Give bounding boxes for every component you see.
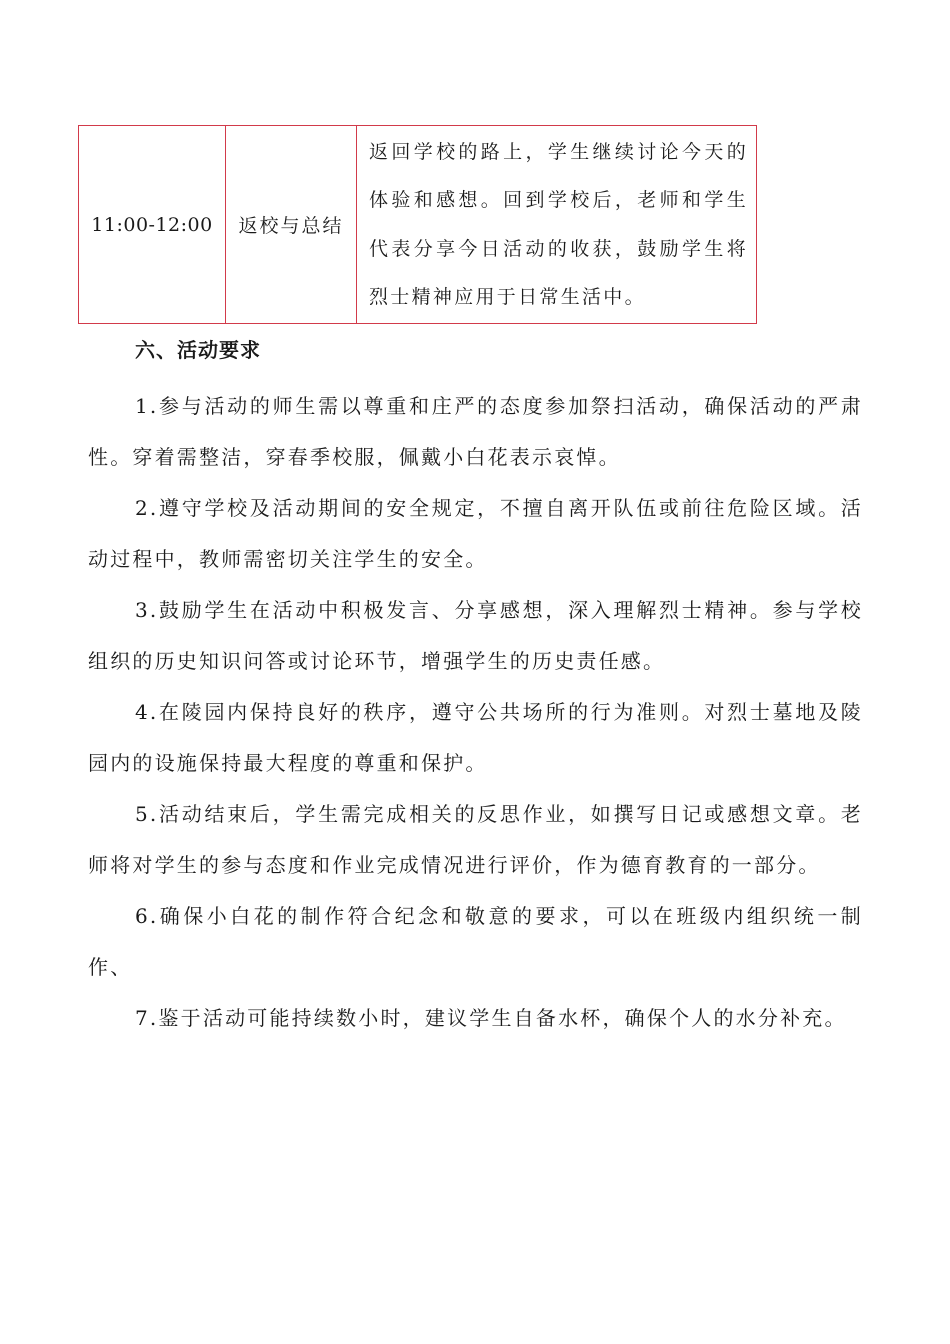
description-cell: 返回学校的路上，学生继续讨论今天的体验和感想。回到学校后，老师和学生代表分享今日活动的收获，鼓励学生将烈士精神应用于日常生活中。 — [357, 126, 757, 324]
requirement-item-5: 5.活动结束后，学生需完成相关的反思作业，如撰写日记或感想文章。老师将对学生的参与态度和作业完成情况进行评价，作为德育教育的一部分。 — [88, 802, 863, 877]
requirement-item-3: 3.鼓励学生在活动中积极发言、分享感想，深入理解烈士精神。参与学校组织的历史知识问答或讨论环节，增强学生的历史责任感。 — [88, 598, 863, 673]
requirement-item-4: 4.在陵园内保持良好的秩序，遵守公共场所的行为准则。对烈士墓地及陵园内的设施保持最大程度的尊重和保护。 — [88, 700, 863, 775]
requirement-item-1: 1.参与活动的师生需以尊重和庄严的态度参加祭扫活动，确保活动的严肃性。穿着需整洁，穿春季校服，佩戴小白花表示哀悼。 — [88, 394, 863, 469]
requirement-item-2: 2.遵守学校及活动期间的安全规定，不擅自离开队伍或前往危险区域。活动过程中，教师需密切关注学生的安全。 — [88, 496, 863, 571]
schedule-table — [78, 125, 757, 324]
activity-cell: 返校与总结 — [226, 126, 357, 324]
requirement-item-7: 7.鉴于活动可能持续数小时，建议学生自备水杯，确保个人的水分补充。 — [135, 1006, 847, 1030]
time-cell: 11:00-12:00 — [79, 126, 226, 324]
requirement-item-6: 6.确保小白花的制作符合纪念和敬意的要求，可以在班级内组织统一制作、 — [88, 904, 863, 979]
requirements-list — [88, 381, 863, 1044]
table-row — [79, 126, 757, 324]
section-heading: 六、活动要求 — [135, 338, 261, 362]
